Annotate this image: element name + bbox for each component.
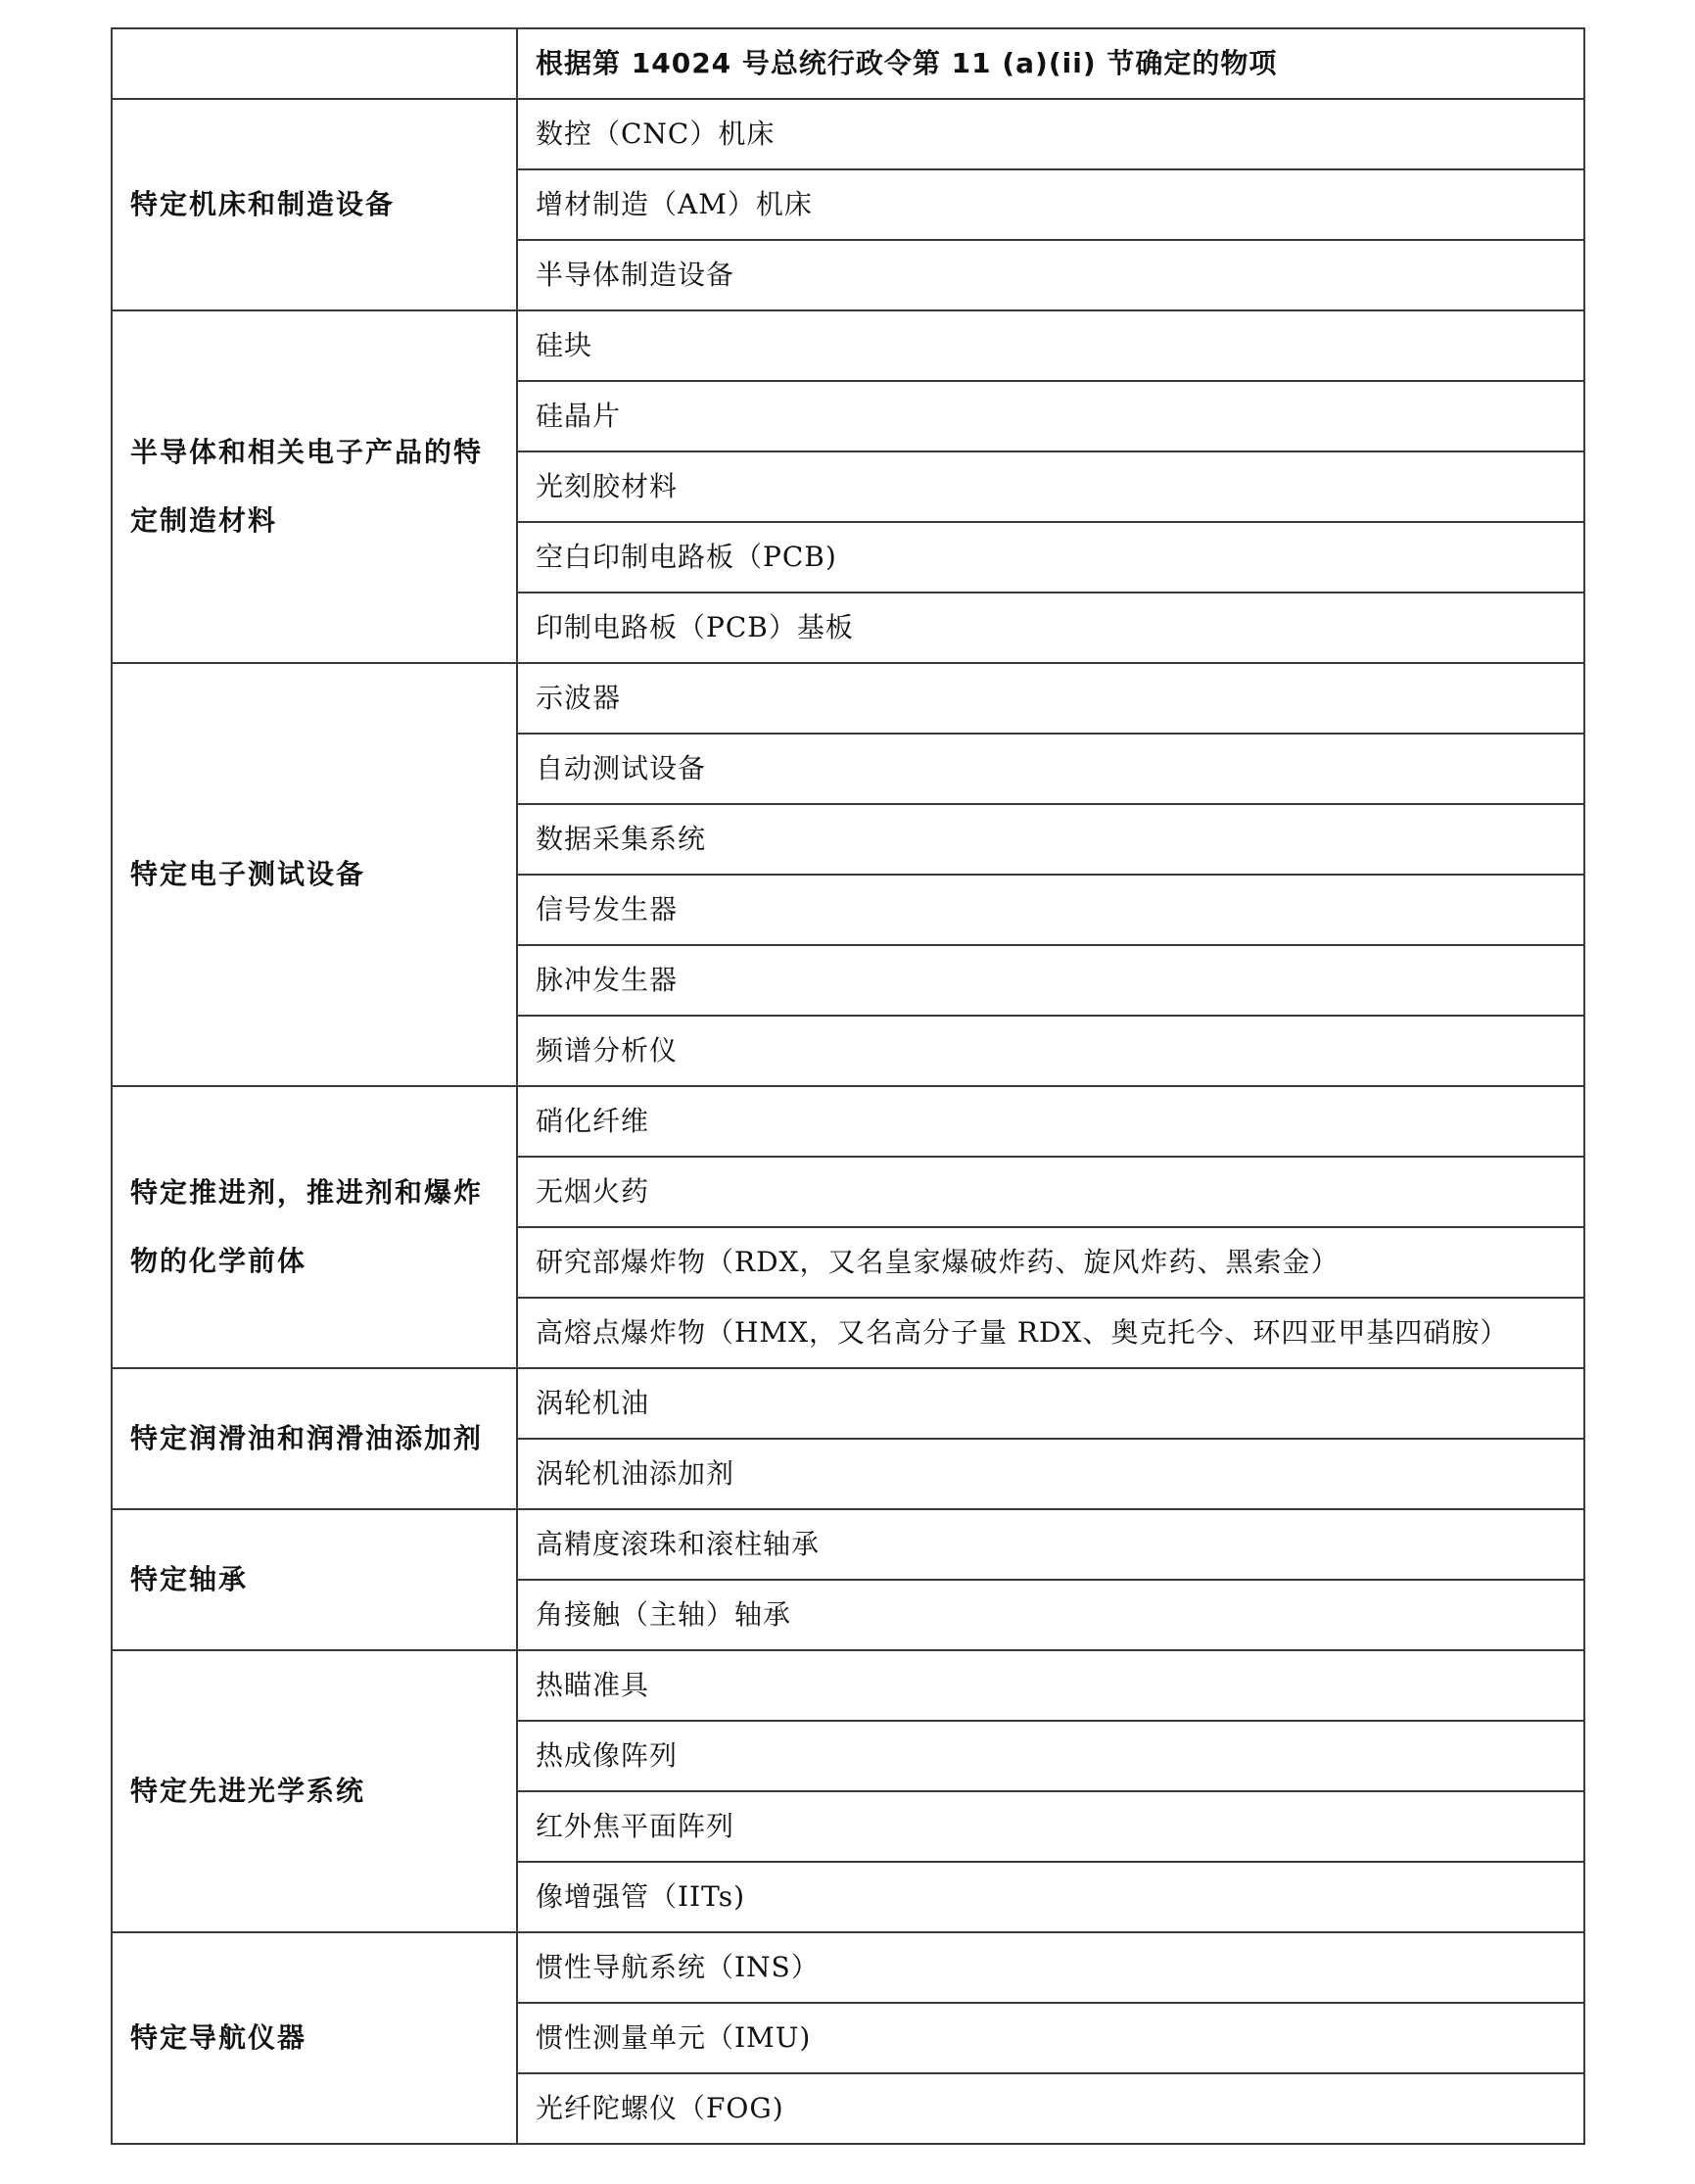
category-cell: 特定推进剂，推进剂和爆炸物的化学前体 [112,1086,517,1368]
item-cell: 无烟火药 [517,1157,1584,1227]
table-row [112,310,1584,381]
header-empty-cell [112,28,517,99]
item-cell: 频谱分析仪 [517,1016,1584,1086]
items-table [111,27,1585,2145]
table-header: 根据第 14024 号总统行政令第 11 (a)(ii) 节确定的物项 [517,28,1584,99]
item-cell: 热成像阵列 [517,1721,1584,1791]
item-cell: 印制电路板（PCB）基板 [517,593,1584,663]
table-row [112,1650,1584,1721]
category-cell: 特定轴承 [112,1509,517,1650]
item-cell: 数据采集系统 [517,804,1584,875]
item-cell: 光纤陀螺仪（FOG) [517,2073,1584,2144]
table-row [112,663,1584,734]
item-cell: 光刻胶材料 [517,451,1584,522]
item-cell: 硅晶片 [517,381,1584,451]
item-cell: 空白印制电路板（PCB) [517,522,1584,593]
table-row [112,1509,1584,1580]
category-cell: 特定先进光学系统 [112,1650,517,1932]
table-row [112,1932,1584,2003]
table-row [112,1368,1584,1439]
category-cell: 特定电子测试设备 [112,663,517,1086]
item-cell: 半导体制造设备 [517,240,1584,310]
item-cell: 信号发生器 [517,875,1584,945]
item-cell: 硅块 [517,310,1584,381]
item-cell: 数控（CNC）机床 [517,99,1584,169]
item-cell: 增材制造（AM）机床 [517,169,1584,240]
item-cell: 涡轮机油 [517,1368,1584,1439]
item-cell: 高熔点爆炸物（HMX，又名高分子量 RDX、奥克托今、环四亚甲基四硝胺） [517,1298,1584,1368]
item-cell: 研究部爆炸物（RDX，又名皇家爆破炸药、旋风炸药、黑索金） [517,1227,1584,1298]
item-cell: 红外焦平面阵列 [517,1791,1584,1862]
item-cell: 角接触（主轴）轴承 [517,1580,1584,1650]
table-row [112,1086,1584,1157]
category-cell: 特定导航仪器 [112,1932,517,2144]
category-cell: 特定机床和制造设备 [112,99,517,310]
item-cell: 硝化纤维 [517,1086,1584,1157]
item-cell: 热瞄准具 [517,1650,1584,1721]
item-cell: 惯性测量单元（IMU) [517,2003,1584,2073]
item-cell: 惯性导航系统（INS） [517,1932,1584,2003]
item-cell: 示波器 [517,663,1584,734]
table-header-row [112,28,1584,99]
item-cell: 自动测试设备 [517,734,1584,804]
table-row [112,99,1584,169]
item-cell: 脉冲发生器 [517,945,1584,1016]
item-cell: 涡轮机油添加剂 [517,1439,1584,1509]
category-cell: 半导体和相关电子产品的特定制造材料 [112,310,517,663]
item-cell: 高精度滚珠和滚柱轴承 [517,1509,1584,1580]
item-cell: 像增强管（IITs) [517,1862,1584,1932]
category-cell: 特定润滑油和润滑油添加剂 [112,1368,517,1509]
